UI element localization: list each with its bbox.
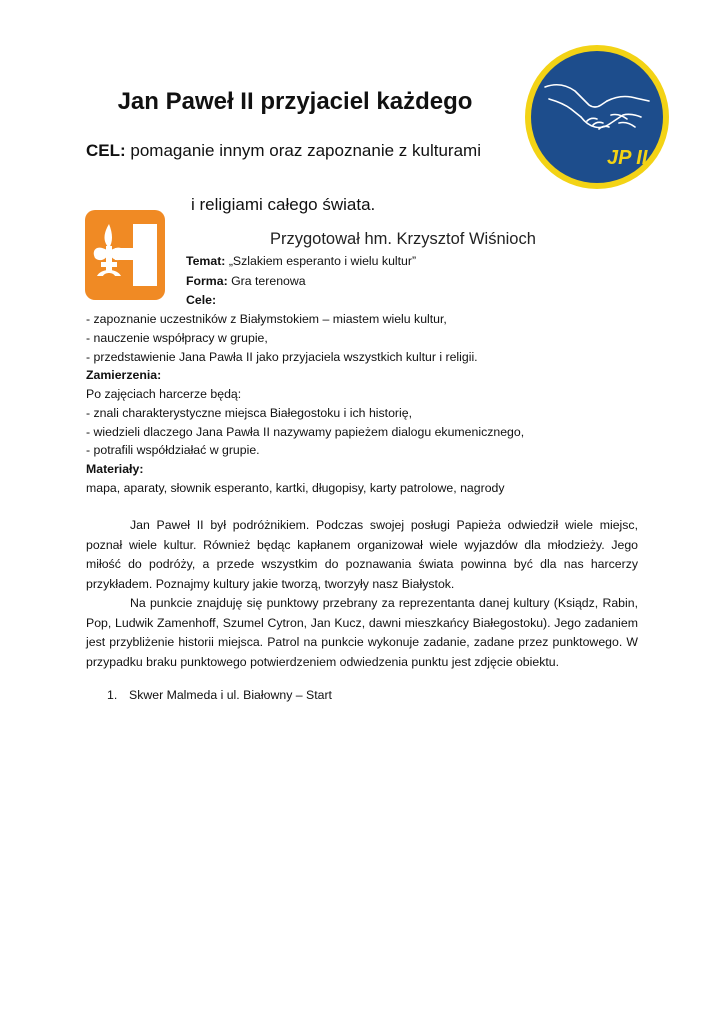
form-label: Forma: [186, 274, 228, 288]
intention-item: - potrafili współdziałać w grupie. [86, 443, 260, 457]
jp-ii-handshake-logo [523, 43, 671, 191]
materials-text: mapa, aparaty, słownik esperanto, kartki, długopisy, karty patrolowe, nagrody [86, 481, 505, 495]
goal-item: - przedstawienie Jana Pawła II jako przyjaciela wszystkich kultur i religii. [86, 350, 478, 364]
form-line [186, 274, 306, 288]
goal-line-1 [86, 141, 481, 161]
page-title: Jan Paweł II przyjaciel każdego [117, 88, 473, 115]
list-item-text: Skwer Malmeda i ul. Białowny – Start [129, 688, 332, 702]
intentions-intro: Po zajęciach harcerze będą: [86, 387, 242, 401]
form-value: Gra terenowa [227, 274, 306, 288]
goals-heading: Cele: [186, 293, 217, 307]
goal-label: CEL: [86, 141, 126, 160]
intention-item: - znali charakterystyczne miejsca Białegostoku i ich historię, [86, 406, 412, 420]
body-paragraph: Jan Paweł II był podróżnikiem. Podczas swojej posługi Papieża odwiedził wiele miejsc, poznał wiele kultur. Również będąc kapłanem organizował wiele wyjazdów dla młodzieży. Jego miłość do podróży, a przede wszystkim do poznawania świata powinna być dla nas harcerzy przykładem. Poznajmy kultury jakie tworzą, tworzyły nasz Białystok. [86, 518, 638, 591]
materials-heading: Materiały: [86, 462, 144, 476]
intention-item: - wiedzieli dlaczego Jana Pawła II nazywamy papieżem dialogu ekumenicznego, [86, 425, 525, 439]
scout-h-logo [85, 210, 165, 300]
goal-item: - nauczenie współpracy w grupie, [86, 331, 268, 345]
topic-line [186, 254, 416, 268]
topic-value: „Szlakiem esperanto i wielu kultur” [225, 254, 417, 268]
intentions-heading: Zamierzenia: [86, 368, 162, 382]
list-item [107, 688, 332, 702]
body-paragraph: Na punkcie znajduję się punktowy przebrany za reprezentanta danej kultury (Ksiądz, Rabin, Pop, Ludwik Zamenhoff, Szumel Cytron, Jan Kucz, dawni mieszkańcy Białegostoku). Jego zadaniem jest przybliżenie historii miejsca. Patrol na punkcie wykonuje zadanie, zadane przez punktowego. W przypadku braku punktowego potwierdzeniem odwiedzenia punktu jest zdjęcie obiektu. [86, 596, 638, 669]
author-line: Przygotował hm. Krzysztof Wiśnioch [270, 230, 536, 248]
goal-text-1: pomaganie innym oraz zapoznanie z kulturami [125, 141, 481, 160]
topic-label: Temat: [186, 254, 226, 268]
goal-item: - zapoznanie uczestników z Białymstokiem – miastem wielu kultur, [86, 312, 447, 326]
goal-line-2: i religiami całego świata. [191, 195, 376, 214]
jp-logo-text: JP II [607, 147, 648, 169]
list-item-number: 1. [107, 688, 118, 702]
